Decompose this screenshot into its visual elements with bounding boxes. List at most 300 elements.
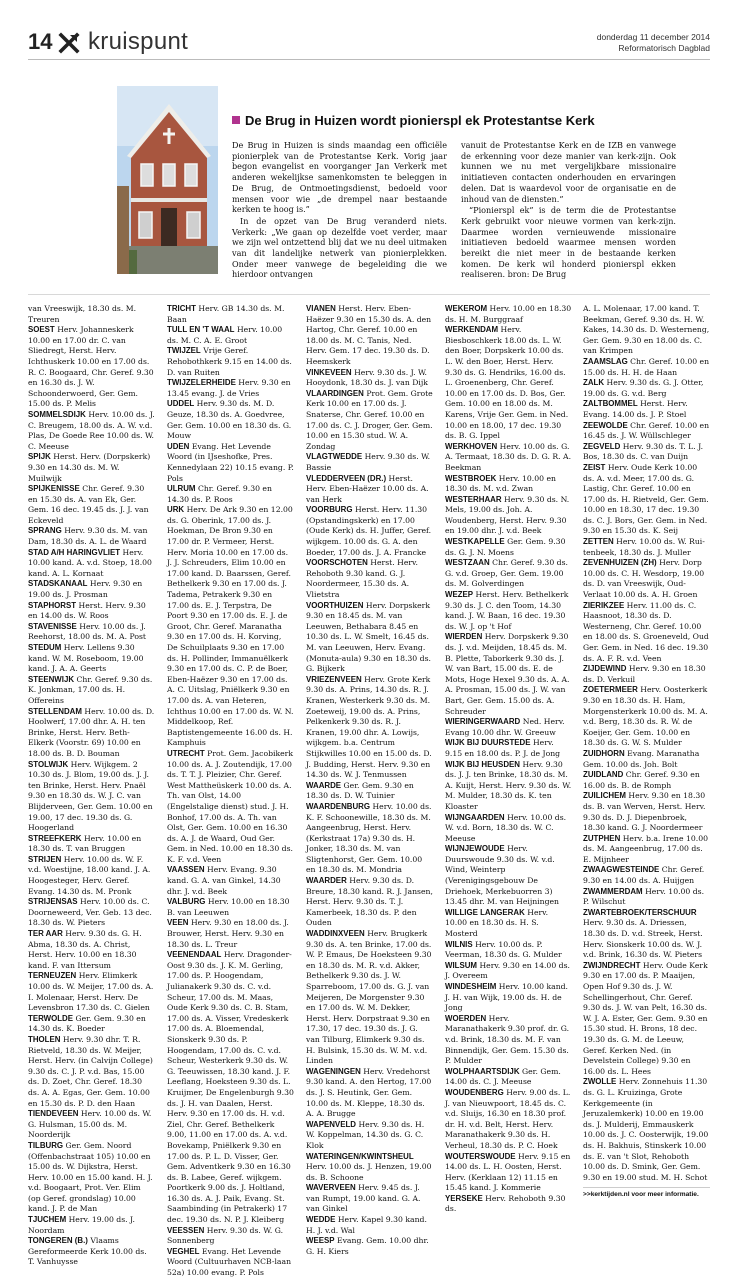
listing-entry	[306, 1067, 433, 1120]
service-times: Herv. 9.15 en 14.00 ds. L. H. Oosten, Herst. Herv. (Kerklaan 12) 11.15 en 15.45 kand. J. Kommerie	[445, 1151, 571, 1193]
place-name: UDDEL	[167, 399, 195, 409]
place-name: STAD A/H HARINGVLIET	[28, 547, 121, 557]
place-name: TULL EN 'T WAAL	[167, 325, 235, 335]
page-number: 14	[28, 29, 53, 54]
cross-arrow-icon	[58, 32, 80, 54]
service-times: Herv. 10.00 en 18.30 ds. H. S. Mosterd	[445, 907, 549, 939]
listing-entry	[445, 304, 572, 325]
place-name: WIJK BIJ DUURSTEDE	[445, 738, 531, 748]
header-meta	[597, 32, 710, 54]
listing-entry	[583, 421, 710, 442]
service-times: Herv. 9.30 ds. N. Mels, 19.00 ds. Joh. A. Woudenberg, Herst. Herv. 9.30 en 19.00 dhr. J. v.d. Beek	[445, 494, 570, 536]
listing-entry	[28, 675, 155, 707]
listing-entry	[28, 1014, 155, 1035]
listing-entry	[583, 664, 710, 685]
listing-entry	[445, 908, 572, 940]
place-name: THOLEN	[28, 1034, 61, 1044]
service-times: Herv. b.a. Irene 10.00 ds. M. Aangeenbrug, 17.00 ds. E. Mijnheer	[583, 833, 709, 864]
place-name: TILBURG	[28, 1140, 64, 1150]
place-name: STAVENISSE	[28, 621, 77, 631]
place-name: TERWOLDE	[28, 1013, 74, 1023]
place-name: ZEVENHUIZEN (ZH)	[583, 558, 657, 568]
listing-entry	[28, 929, 155, 971]
place-name: VLAGTWEDDE	[306, 452, 363, 462]
place-name: SOEST	[28, 325, 55, 335]
service-times: Ger. Gem. 14.00 ds. C. J. Meeuse	[445, 1066, 561, 1087]
place-name: VOORBURG	[306, 505, 353, 515]
place-name: STRIJENSAS	[28, 897, 78, 907]
service-times: Herv. 10.00 ds. G. A. Termaat, 18.30 ds. D. G. R. A. Beekman	[445, 441, 572, 472]
listing-entry	[306, 505, 433, 558]
article-paragraph: “Pionierspl ek” is de term die de Protestantse Kerk gebruikt voor nieuwe vormen van kerk-zijn. Daarmee worden vernieuwende missionaire initiatieven bedoeld waarmee mensen worden bereikt die niet meer in de bestaande kerken komen. De kerk wil honderd pionierspl ekken realiseren. bron: De Brug	[461, 205, 676, 280]
service-times: Herst. Herv. Eben-Haëzer 9.30 en 15.30 ds. A. den Hartog, Chr. Geref. 10.00 en 18.00 ds. M. C. Tanis, Ned. Herv. Gem. 17 dec. 19.30 ds. D. Heemskerk	[306, 304, 432, 366]
service-times: Herst. Herv. Bethelkerk 9.30 ds. J. C. den Toom, 14.30 kand. J. W. Baan, 16 dec. 19.30 ds. W. J. op 't Hof	[445, 590, 569, 631]
service-times: Vlaams Gereformeerde Kerk 10.00 ds. T. Vanhuysse	[28, 1236, 147, 1267]
listing-entry	[445, 982, 572, 1014]
place-name: VEENENDAAL	[167, 950, 222, 960]
place-name: ZWOLLE	[583, 1077, 617, 1087]
service-times: Herv. Wijkgem. 2 10.30 ds. J. Blom, 19.00 ds. J. J. ten Brinke, Herst. Herv. Pnaël 9.30 en 18.30 ds. W. J. C. van Blijderveen, Ger. Gem. 10.00 en 19.00, 17 dec. 19.30 ds. G. Hoogerland	[28, 759, 153, 833]
service-times: Ned. Herv. Evang 10.00 dhr. W. Greeuw	[445, 717, 565, 737]
listing-entry	[167, 749, 294, 866]
service-times: Herv. 9.30 ds. A. Driessen, 18.30 ds. D. v.d. Streek, Herst. Herv. Sionskerk 10.00 ds. W. J. v.d. Brink, 16.30 ds. W. Pieters	[583, 918, 703, 960]
service-times: Herv. Oude Kerk 10.00 ds. A. v.d. Meer, 17.00 ds. G. Lastig, Chr. Geref. 10.00 en 17.00 ds. H. Rietveld, Ger. Gem. 10.00 en 18.30, 17 dec. 19.30 ds. C. J. Bors, Ger. Gem. in Ned. 9.30 en 15.30 ds. K. Seij	[583, 462, 709, 536]
service-times: Herv. Dorp 10.00 ds. C. H. Wesdorp, 19.00 ds. D. van Vreeswijk, Oud-Verlaat 10.00 ds. A. H. Groen	[583, 558, 705, 600]
listing-entry	[306, 781, 433, 802]
listing-entry	[306, 304, 433, 368]
service-times: Chr. Geref. 9.30 ds. K. Jonkman, 17.00 ds. H. Offereins	[28, 674, 153, 705]
listing-column-4	[445, 304, 572, 1214]
listing-entry	[445, 844, 572, 908]
place-name: STAPHORST	[28, 600, 77, 610]
listing-entry	[445, 442, 572, 474]
listing-entry	[28, 897, 155, 929]
service-times: Herv. 9.30 ds. M. van Dam, 18.30 ds. A. L. de Waard	[28, 526, 148, 547]
place-name: WILNIS	[445, 939, 473, 949]
place-name: WOLPHAARTSDIJK	[445, 1066, 520, 1076]
place-name: WIERDEN	[445, 632, 483, 642]
listing-entry	[306, 474, 433, 506]
service-times: Herv. 10.00 en 18.30 ds. H. M. Burggraaf	[445, 304, 572, 324]
service-times: Herv. Duurswoude 9.30 ds. W. v.d. Wind, Weinterp (Verenigingsgebouw De Driehoek, Merkebuorren 3) 13.45 dhr. M. van Heijningen	[445, 844, 559, 907]
listing-entry	[445, 1152, 572, 1194]
listing-entry	[445, 1194, 572, 1215]
service-times: Herv. De Ark 9.30 en 12.00 ds. G. Oberink, 17.00 ds. J. Hoekman, De Bron 9.30 en 17.00 dr. P. Vermeer, Herst. Herv. Moria 10.00 en 17.00 ds. J. J. Schreuders, Elim 10.00 en 17.00 kand. D. Baarssen, Geref. Bethelkerk 9.30 en 17.00 ds. J. Tadema, Petrakerk 9.30 en 17.00 ds. E. J. Terpstra, De Poort 9.30 en 17.00 ds. E. J. de Groot, Chr. Geref. Maranatha 9.30 en 17.00 ds. H. Korving, De Schuilplaats 9.30 en 17.00 ds. H. Pollinder, Immanuëlkerk 9.30 en 17.00 ds. C. P. de Boer, Eben-Haëzer 9.30 en 17.00 ds. A. C. Uitslag, Pniëlkerk 9.30 en 17.00 ds. A. van Heteren, Ichthus 10.00 en 17.00 ds. W. N. Middelkoop, Ref. Baptistengemeente 16.00 ds. H. Kamphuis	[167, 505, 294, 748]
listing-entry	[28, 484, 155, 526]
listing-entry	[167, 1247, 294, 1279]
service-times: Herv. 10.00 ds. J. Reehorst, 18.00 ds. M. A. Post	[28, 621, 146, 642]
place-name: UTRECHT	[167, 748, 205, 758]
service-times: Herv. 10.00 ds. W. F. v.d. Woestijne, 18.00 kand. J. A. Hoogesteger, Herv. Geref. Evang. 14.30 ds. M. Pronk	[28, 854, 151, 896]
listing-entry	[28, 548, 155, 580]
place-name: VALBURG	[167, 897, 206, 907]
listing-entry	[306, 675, 433, 781]
service-times: Herv. Maranathakerk 9.30 prof. dr. G. v.d. Brink, 18.30 ds. M. F. van Binnendijk, Ger. Gem. 15.30 ds. P. Mulder	[445, 1013, 570, 1066]
listing-entry	[167, 484, 294, 505]
service-times: A. L. Molenaar, 17.00 kand. T. Beekman, Geref. 9.30 ds. H. W. Kakes, 14.30 ds. D. Westerneng, Ger. Gem. 9.30 en 18.00 ds. C. van Krimpen	[583, 304, 710, 356]
listing-divider	[28, 294, 710, 295]
service-times: Herv. 10.00 ds. M. C. A. E. Groot	[167, 325, 283, 345]
place-name: TRICHT	[167, 304, 196, 313]
place-name: SOMMELSDIJK	[28, 409, 86, 419]
listing-entry	[306, 452, 433, 473]
place-name: TONGEREN (B.)	[28, 1236, 88, 1246]
listing-entry	[306, 929, 433, 1067]
section-title: kruispunt	[88, 28, 189, 55]
place-name: WAARDENBURG	[306, 801, 370, 811]
service-times: Herv. 9.30 ds. J. W. Hooydonk, 18.30 ds. J. van Dijk	[306, 367, 428, 388]
service-times: Evang. Gem. 10.00 dhr. G. H. Kiers	[306, 1236, 429, 1256]
listing-entry	[583, 961, 710, 1078]
place-name: ZUIDHORN	[583, 748, 625, 758]
service-times: Herv. 9.30 ds. T. L. J. Bos, 18.30 ds. C. van Duijn	[583, 441, 704, 462]
newspaper-name: Reformatorisch Dagblad	[618, 43, 710, 53]
listing-entry	[583, 399, 710, 420]
service-times: Herst. Herv. Eben-Haëzer 10.00 ds. A. van Herk	[306, 473, 429, 504]
place-name: UDEN	[167, 441, 190, 451]
listing-entry	[167, 897, 294, 918]
place-name: VRIEZENVEEN	[306, 674, 362, 684]
place-name: WILSUM	[445, 960, 477, 970]
place-name: ZEGVELD	[583, 441, 621, 451]
article-paragraph: In de opzet van De Brug veranderd niets. Verkerk: „We gaan op dezelfde voet verder, maar we zijn wel ontzettend blij dat we nu deel uitmaken van dit landelijke netwerk van pionierplekken. Onder meer vanwege de begeleiding die we hierdoor ontvangen	[232, 215, 447, 280]
listing-entry	[445, 1067, 572, 1088]
listing-entry	[28, 834, 155, 855]
listing-entry	[583, 378, 710, 399]
service-times: Herv. 19.00 ds. J. Noordam	[28, 1215, 135, 1235]
place-name: WIERINGERWAARD	[445, 717, 521, 727]
listing-entry	[583, 1077, 710, 1183]
service-times: Herv. 10.00 en 18.30 B. van Leeuwen	[167, 897, 290, 917]
listing-entry	[167, 304, 294, 325]
listing-entry	[583, 537, 710, 558]
place-name: VOORTHUIZEN	[306, 600, 364, 610]
service-times: Herv. 9.30 ds. M. D. Geuze, 18.30 ds. A. Goedvree, Ger. Gem. 10.00 en 18.30 ds. G. Mouw	[167, 399, 292, 441]
place-name: TWIJZELERHEIDE	[167, 378, 236, 388]
place-name: STREEFKERK	[28, 833, 82, 843]
service-times: Herv. 9.30 en 19.00 ds. J. Prosman	[28, 579, 143, 600]
listing-entry	[28, 622, 155, 643]
listing-entry	[583, 463, 710, 537]
article-paragraph: vanuit de Protestantse Kerk en de IZB en vanwege de erkenning voor deze manier van kerk-zijn. Ook kunnen we nu met vergelijkbare missionaire initiatieven contacten onderhouden en ervaringen delen. Dat is waardevol voor de organisatie en de inhoud van de diensten.”	[461, 140, 676, 204]
place-name: WIJNGAARDEN	[445, 812, 505, 822]
service-times: Herv. 11.00 ds. C. Haasnoot, 18.30 ds. D. Westerneng, Chr. Geref. 10.00 en 18.00 ds. S. Groeneveld, Oud Ger. Gem. in Ned. 16 dec. 19.30 ds. A. F. R. v.d. Veen	[583, 600, 709, 663]
listing-entry	[583, 601, 710, 665]
place-name: ZWAAGWESTEINDE	[583, 865, 660, 875]
place-name: STRIJEN	[28, 854, 62, 864]
service-times: Herv. 9.30 en 18.30 ds. B. van Werven, Herst. Herv. 9.30 ds. D. J. Diepenbroek, 18.30 kand. G. J. Noordermeer	[583, 791, 706, 833]
place-name: WEKEROM	[445, 304, 488, 313]
service-times: Herv. 9.30 ds. H. W. Koppelman, 14.30 ds. G. C. Klok	[306, 1119, 425, 1150]
place-name: SPRANG	[28, 526, 62, 536]
listing-entry	[306, 1120, 433, 1152]
article-column-2	[461, 140, 676, 281]
listing-entry	[306, 876, 433, 929]
service-times: Chr. Geref. 10.00 en 16.45 ds. J. W. Wüllschleger	[583, 420, 710, 441]
place-name: WATERINGEN/KWINTSHEUL	[306, 1151, 414, 1161]
listing-entry	[445, 940, 572, 961]
service-times: van Vreeswijk, 18.30 ds. M. Treuren	[28, 304, 137, 324]
service-times: Herv. Vredehorst 9.30 kand. A. den Hertog, 17.00 ds. J. S. Heutink, Ger. Gem. 10.00 ds. M. Kleppe, 18.30 ds. A. A. Brugge	[306, 1066, 432, 1119]
service-times: Herv. 9.30 ds. W. Bassie	[306, 452, 431, 472]
place-name: WAARDER	[306, 876, 347, 886]
place-name: STADSKANAAL	[28, 579, 88, 589]
service-times: Herv. GB 14.30 ds. M. Baan	[167, 304, 285, 324]
listing-entry	[583, 304, 710, 357]
place-name: WAPENVELD	[306, 1119, 356, 1129]
article-title	[232, 113, 595, 128]
listing-entry	[583, 791, 710, 833]
service-times: Herv. Rehoboth 9.30 ds.	[445, 1193, 566, 1214]
place-name: VEGHEL	[167, 1246, 200, 1256]
service-times: Evang. Het Levende Woord (Cultuurhaven NCB-laan 52a) 10.00 evang. P. Pols	[167, 1246, 292, 1278]
listing-entry	[445, 813, 572, 845]
place-name: ZETTEN	[583, 537, 614, 547]
place-name: VLAARDINGEN	[306, 388, 364, 398]
place-name: ZWAMMERDAM	[583, 886, 643, 896]
article-paragraph: De Brug in Huizen is sinds maandag een officiële pionierplek van de Protestantse Kerk. Vorig jaar begon evangelist en voorganger Jan Verkerk met anderen wekelijkse samenkomsten te beleggen in De Brug, de Ontmoetingsdienst, bedoeld voor mensen voor wie „de drempel naar bestaande kerken te hoog is.”	[232, 140, 447, 215]
listing-entry	[28, 452, 155, 484]
service-times: Herv. 10.00 ds. P. Veerman, 18.30 ds. G. Mulder	[445, 939, 562, 960]
page-header	[28, 30, 710, 56]
listing-entry	[445, 537, 572, 558]
listing-entry	[583, 865, 710, 886]
place-name: WILLIGE LANGERAK	[445, 907, 525, 917]
listing-entry	[28, 1236, 155, 1268]
place-name: ZAAMSLAG	[583, 356, 628, 366]
listing-entry	[167, 950, 294, 1225]
listing-entry	[306, 802, 433, 876]
listing-entry	[167, 325, 294, 346]
listing-entry	[28, 304, 155, 325]
place-name: WERKHOVEN	[445, 441, 498, 451]
service-times: Herv. 9.00 ds. L. J. van Nieuwpoort, 18.45 ds. C. v.d. Sluijs, 16.30 en 18.30 prof. dr. H. v.d. Belt, Herst. Herv. Maranathakerk 9.30 ds. H. Verheul, 18.30 ds. P. C. Hoek	[445, 1087, 571, 1150]
place-name: ZUILICHEM	[583, 791, 626, 801]
place-name: TER AAR	[28, 929, 63, 939]
listing-entry	[306, 1152, 433, 1184]
place-name: VINKEVEEN	[306, 367, 352, 377]
listing-entry	[445, 495, 572, 537]
service-times: Herv. 9.15 en 18.00 ds. P. J. de Jong	[445, 738, 561, 758]
listing-entry	[28, 579, 155, 600]
service-times: Herv. 10.00 ds. J. Henzen, 19.00 ds. B. Schoone	[306, 1162, 432, 1182]
service-times: Ger. Gem. 9.30 en 18.30 ds. D. W. Tuinier	[306, 780, 414, 801]
listing-entry	[28, 1035, 155, 1109]
listing-entry	[28, 1109, 155, 1141]
service-times: Herv. Brugkerk 9.30 ds. A. ten Brinke, 17.00 ds. W. P. Emaus, De Hoeksteen 9.30 en 18.30 ds. M. R. v.d. Akker, Bethelkerk 9.30 ds. J. W. Sparreboom, 17.00 ds. G. J. van Meijeren, De Morgenster 9.30 en 17.00 ds. W. M. Dekker, Herst. Herv. Dorpstraat 9.30 en 17.30, 17 dec. 19.30 ds. J. G. van Tilburg, Elimkerk 9.30 ds. H. Bulsink, 15.30 ds. W. M. v.d. Linden	[306, 929, 432, 1066]
service-times: Herv. 10.00 ds. P. Wilschut	[583, 886, 705, 907]
service-times: Chr. Geref. 9.30 ds. G. v.d. Groep, Ger. Gem. 19.00 ds. M. Golverdingen	[445, 558, 568, 589]
service-times: Herv. Zonnehuis 11.30 ds. G. L. Kruizinga, Grote Kerkgemeente (in Jeruzalemkerk) 10.00 en 19.00 ds. J. Mulderij, Emmauskerk 10.00 ds. J. C. Oosterwijk, 19.00 ds. H. Bakhuis, Stinskerk 10.00 ds. E. van 't Slot, Rehoboth 10.00 ds. D. Smink, Ger. Gem. 9.30 en 19.00 stud. M. H. Schot	[583, 1077, 709, 1182]
service-times: Herv. Oosterkerk 9.30 en 18.30 ds. H. Ham, Morgensterkerk 10.00 ds. M. A. v.d. Berg, 18.30 ds. R. W. de Koeijer, Ger. Gem. 10.00 en 18.30 ds. G. W. S. Mulder	[583, 685, 708, 748]
place-name: WIJNJEWOUDE	[445, 844, 505, 854]
listing-entry	[167, 1226, 294, 1247]
place-name: ZEIST	[583, 462, 606, 472]
service-times: Herv. 10.00 kand. A. v.d. Stoep, 18.00 kand. A. L. Kornaat	[28, 547, 152, 578]
listing-entry	[28, 601, 155, 622]
place-name: WOUDENBERG	[445, 1087, 504, 1097]
listing-entry	[583, 357, 710, 378]
place-name: ULRUM	[167, 484, 196, 494]
service-times: Ger. Gem. 9.30 ds. G. J. N. Moens	[445, 537, 566, 557]
place-name: SPIJKENISSE	[28, 484, 80, 494]
place-name: TERNEUZEN	[28, 971, 77, 981]
listing-entry	[306, 601, 433, 675]
listing-entry	[28, 325, 155, 410]
place-name: YERSEKE	[445, 1193, 483, 1203]
place-name: WAGENINGEN	[306, 1066, 361, 1076]
service-times: Herv. Grote Kerk 9.30 ds. A. Prins, 14.30 ds. R. J. Kranen, Westerkerk 9.30 ds. M. Zoeteweij, 19.00 ds. A. Prins, Pelkenkerk 9.30 ds. R. J. Kranen, 19.00 dhr. A. Lowijs, wijkgem. b.a. Centrum Stijkwilles 10.00 en 15.00 ds. D. J. Budding, Herst. Herv. 9.30 en 14.30 ds. W. J. Tenmussen	[306, 674, 432, 780]
listing-entry	[583, 442, 710, 463]
service-times: Herv. 10.00 en 18.30 ds. M. v.d. Zwan	[445, 473, 556, 494]
service-times: Herv. Evang. 9.30 kand. G. A. van Ginkel, 14.30 dhr. J. v.d. Beek	[167, 865, 281, 896]
listing-entry	[28, 643, 155, 675]
listing-column-2	[167, 304, 294, 1278]
listing-entry	[306, 558, 433, 600]
listing-entry	[28, 410, 155, 452]
service-times: Herv. 10.00 ds. J. C. Breugem, 18.00 ds. A. W. v.d. Plas, De Goede Ree 10.00 ds. W. C. Meeuse	[28, 409, 155, 451]
listing-entry	[167, 399, 294, 441]
service-times: Herv. Elimkerk 10.00 ds. W. Meijer, 17.00 ds. A. I. Molenaar, Herst. Herv. De Levensbron 17.30 ds. C. Gielen	[28, 971, 154, 1013]
place-name: ZEEWOLDE	[583, 420, 628, 430]
listing-column-5	[583, 304, 710, 1199]
place-name: WOERDEN	[445, 1013, 487, 1023]
listing-entry	[167, 378, 294, 399]
service-times: Herv. 10.00 kand. J. H. van Wijk, 19.00 ds. H. de Jong	[445, 982, 569, 1013]
place-name: STEDUM	[28, 643, 62, 652]
place-name: TJUCHEM	[28, 1215, 67, 1225]
listing-entry	[445, 760, 572, 813]
listing-entry	[445, 325, 572, 442]
header-divider	[28, 59, 710, 60]
place-name: STOLWIJK	[28, 759, 69, 769]
place-name: SPIJK	[28, 452, 51, 462]
place-name: ZWARTEBROEK/TERSCHUUR	[583, 907, 697, 917]
issue-date: donderdag 11 december 2014	[596, 32, 710, 42]
listing-entry	[445, 558, 572, 590]
article-column-1	[232, 140, 447, 281]
church-photo	[117, 86, 218, 274]
place-name: WADDINXVEEN	[306, 929, 365, 939]
service-times: Herv. 9.30 ds. J. J. ten Brinke, 18.30 ds. M. A. Kuijt, Herst. Herv. 9.30 ds. W. M. Mulder, 18.30 ds. K. ten Kloaster	[445, 759, 572, 811]
place-name: WESTZAAN	[445, 558, 490, 568]
place-name: VOORSCHOTEN	[306, 558, 368, 568]
place-name: WESTBROEK	[445, 473, 497, 483]
service-times: Herv. Oude Kerk 9.30 en 17.00 ds. P. Maaijen, Open Hof 9.30 ds. J. W. Schellingerhout, Chr. Geref. 9.30 ds. J. W. van Pelt, 16.30 ds. W. J. A. Ester, Ger. Gem. 9.30 en 15.30 stud. H. Brons, 18 dec. 19.30 ds. G. M. de Leeuw, Geref. Kerken Ned. (in Develstein College) 9.30 en 16.00 ds. L. Hees	[583, 960, 708, 1076]
listing-entry	[28, 707, 155, 760]
place-name: VLEDDERVEEN (DR.)	[306, 473, 387, 483]
listing-entry	[583, 558, 710, 600]
place-name: STEENWIJK	[28, 674, 75, 684]
place-name: WEESP	[306, 1236, 335, 1246]
place-name: WOUTERSWOUDE	[445, 1151, 516, 1161]
service-times: Herv. Biesboschkerk 18.00 ds. L. W. den Boer, Dorpskerk 10.00 ds. L. W. den Boer, Herst. Herv. 9.30 ds. G. Hendriks, 16.00 ds. L. Groenenberg, Chr. Geref. 10.00 en 17.00 ds. D. Bos, Ger. Gem. 10.00 en 18.00 ds. M. Karens, Vrije Ger. Gem. in Ned. 10.00 en 18.00, 17 dec. 19.30 ds. B. G. Ippel	[445, 325, 569, 441]
listing-entry	[28, 1141, 155, 1215]
listing-entry	[167, 505, 294, 749]
place-name: ZIERIKZEE	[583, 600, 625, 610]
service-times: Chr. Geref. 9.30 en 16.00 ds. B. de Romph	[583, 770, 700, 790]
place-name: WERKENDAM	[445, 325, 499, 335]
listing-column-1	[28, 304, 155, 1267]
service-times: Chr. Geref. 9.30 en 15.30 ds. A. van Ek, Ger. Gem. 16 dec. 19.45 ds. J. J. van Eckeveld	[28, 484, 149, 525]
listing-entry	[167, 442, 294, 484]
service-times: Herv. 9.30 en 18.00 ds. J. Brouwer, Herst. Herv. 9.30 en 18.30 ds. L. Treur	[167, 918, 289, 949]
listing-entry	[167, 346, 294, 378]
listing-entry	[583, 770, 710, 791]
place-name: WAVERVEEN	[306, 1183, 356, 1193]
service-times: Herv. 9.30 en 13.45 evang. J. de Vries	[167, 378, 291, 398]
service-times: Chr. Geref. 10.00 en 15.00 ds. H. H. de Haan	[583, 356, 710, 377]
listing-entry	[445, 474, 572, 495]
listing-entry	[445, 738, 572, 759]
listing-entry	[583, 908, 710, 961]
listing-entry	[28, 971, 155, 1013]
service-times: Herv. 9.30 ds. W. G. Sonnenberg	[167, 1225, 284, 1246]
place-name: ZOETERMEER	[583, 685, 638, 695]
service-times: Herv. 9.30 dhr. T. R. Rietveld, 18.30 ds. W. Meijer, Herst. Herv. (in Calvijn College) 9.30 ds. C. J. P. v.d. Bas, 15.00 ds. D. Zoet, Chr. Geref. 18.30 ds. A. A. Egas, Ger. Gem. 10.00 en 15.30 ds. P. D. den Haan	[28, 1034, 153, 1108]
listing-entry	[306, 368, 433, 389]
place-name: VEESSEN	[167, 1225, 205, 1235]
listing-entry	[306, 1183, 433, 1215]
listing-entry	[306, 389, 433, 453]
service-times: Vrije Geref. Rehobothkerk 9.15 en 14.00 ds. D. van Ruiten	[167, 346, 292, 377]
service-times: Chr. Geref. 9.30 en 14.30 ds. P. Roos	[167, 484, 272, 504]
listing-entry	[306, 1236, 433, 1257]
place-name: WESTKAPELLE	[445, 537, 505, 547]
place-name: WAARDE	[306, 780, 342, 790]
service-times: Herv. 10.00 en 18.30 ds. T. van Bruggen	[28, 833, 142, 854]
listing-entry	[583, 887, 710, 908]
listing-entry	[583, 749, 710, 770]
service-times: Herv. Dorpskerk 9.30 ds. J. v.d. Meijden, 18.45 ds. M. B. Plette, Taborkerk 9.30 ds. J. W. van Bart, 15.00 ds. E. de Mots, Hoge Hexel 9.30 ds. A. A. A. Prosman, 15.00 ds. J. W. van Bart, Ger. Gem. 15.00 ds. A. Schreuder	[445, 632, 570, 716]
place-name: ZIJDEWIND	[583, 664, 627, 674]
service-times: Herv. 9.45 ds. J. van Rumpt, 19.00 kand. G. A. van Ginkel	[306, 1183, 421, 1214]
listing-entry	[445, 590, 572, 632]
listing-entry	[167, 865, 294, 897]
service-times: Evang. Maranatha Gem. 10.00 ds. Joh. Bolt	[583, 748, 700, 769]
listing-entry	[583, 834, 710, 866]
place-name: ZALTBOMMEL	[583, 399, 638, 409]
place-name: WEZEP	[445, 590, 474, 600]
listing-entry	[445, 632, 572, 717]
place-name: VAASSEN	[167, 865, 205, 875]
listing-entry	[306, 1215, 433, 1236]
place-name: TIENDEVEEN	[28, 1109, 79, 1119]
service-times: Prot. Gem. Grote Kerk 10.00 en 17.00 ds. J. Snaterse, Chr. Geref. 10.00 en 17.00 ds. C. J. Droger, Ger. Gem. 10.00 en 15.30 stud. W. A. Zondag	[306, 388, 433, 451]
service-times: Herst. Herv. 9.30 en 14.00 ds. W. Roos	[28, 600, 146, 621]
service-times: Herst. Herv. 11.30 (Opstandingskerk) en 17.00 (Oude Kerk) ds. H. Juffer, Geref. wijkgem. 10.00 ds. G. A. den Boeder, 17.00 ds. J. A. Francke	[306, 505, 432, 557]
place-name: VIANEN	[306, 304, 336, 313]
service-times: Ger. Gem. Noord (Offenbachstraat 105) 10.00 en 15.00 ds. W. Dijkstra, Herst. Herv. 10.00 en 15.00 kand. H. J. v.d. Boogaart, Prot. Ver. Elim (op Geref. grondslag) 10.00 kand. J. P. de Man	[28, 1140, 153, 1214]
service-times: Prot. Gem. Jacobikerk 10.00 ds. A. J. Zoutendijk, 17.00 ds. T. T. J. Pleizier, Chr. Geref. West Mattheüskerk 10.00 ds. A. Th. van Olst, 14.00 (Engelstalige dienst) stud. J. H. Bonhof, 17.00 ds. A. Th. van Olst, Ger. Gem. 10.00 en 16.30 ds. A. J. de Waard, Oud Ger. Gem. in Ned. 10.00 en 18.30 ds. K. F. v.d. Veen	[167, 748, 293, 864]
place-name: WEDDE	[306, 1215, 336, 1225]
listing-entry	[28, 855, 155, 897]
service-times: Herv. Dorpskerk 9.30 en 18.45 ds. M. van Leeuwen, Bethabara 8.45 en 10.30 ds. L. W. Smelt, 16.45 ds. M. van Leeuwen, Herv. Evang. (Monuta-aula) 9.30 en 18.30 ds. G. Bijkerk	[306, 600, 431, 674]
service-times: Herv. 10.00 ds. K. F. Schoonewille, 18.30 ds. M. Aangeenbrug, Herst. Herv. (Kerkstraat 17a) 9.30 ds. H. Jonker, 18.30 ds. M. van Sligtenhorst, Ger. Gem. 10.00 en 18.30 ds. M. Mondria	[306, 801, 432, 875]
service-times: Evang. Het Levende Woord (in IJseshofke, Pres. Kennedylaan 22) 10.15 evang. P. Pols	[167, 441, 294, 483]
more-info-link[interactable]: >>kerktijden.nl voor meer informatie.	[583, 1187, 710, 1198]
listing-entry	[167, 918, 294, 950]
service-times: Herv. 9.30 ds. D. Breure, 18.30 kand. R. J. Jansen, Herst. Herv. 9.30 ds. T. J. Kamerbeek, 18.30 ds. P. den Ouden	[306, 876, 433, 928]
place-name: ZALK	[583, 378, 605, 388]
listing-entry	[28, 1215, 155, 1236]
service-times: Herv. 9.30 en 14.00 ds. J. Overeem	[445, 960, 570, 981]
service-times: Herv. Johanneskerk 10.00 en 17.00 dr. C. van Sliedregt, Herst. Herv. Ichthuskerk 10.00 en 17.00 ds. R. C. Boogaard, Chr. Geref. 9.30 en 16.30 ds. J. W. Schoonderwoerd, Ger. Gem. 15.00 ds. P. Melis	[28, 325, 154, 409]
service-times: Herst. Herv. (Dorpskerk) 9.30 en 14.30 ds. M. W. Muilwijk	[28, 452, 151, 483]
service-times: Herv. 9.30 en 18.30 ds. D. Verkuil	[583, 664, 706, 684]
place-name: VEEN	[167, 918, 189, 928]
service-times: Herv. Dragonder-Oost 9.30 ds. J. K. M. Gerling, 17.00 ds. P. Hoogendam, Julianakerk 9.30 ds. C. v.d. Scheur, 17.00 ds. M. Maas, Oude Kerk 9.30 ds. C. B. Stam, 17.00 ds. A. Visser, Vredeskerk 17.00 ds. A. Bloemendal, Sionskerk 9.30 ds. P. Hoogendam, 17.00 ds. C. v.d. Scheur, Westerkerk 9.30 ds. W. G. Teeuwissen, 18.30 kand. J. F. Leeflang, Hoeksteen 9.30 ds. L. Kruijmer, De Engelenburgh 9.30 ds. J. H. van Daalen, Herst. Herv. 9.30 en 17.00 ds. H. v.d. Ziel, Chr. Geref. Bethelkerk 9.00, 11.00 en 17.00 ds. A. v.d. Bovekamp, Pniëlkerk 9.30 en 17.00 ds. P. L. D. Visser, Ger. Gem. Adventkerk 9.30 en 16.30 ds. B. Labee, Geref. wijkgem. Poortkerk 9.00 ds. J. Holtland, 16.30 ds. A. J. Paik, Evang. St. Saambinding (in Petrakerk) 17 dec. 19.30 ds. N. P. J. Kleiberg	[167, 950, 294, 1225]
